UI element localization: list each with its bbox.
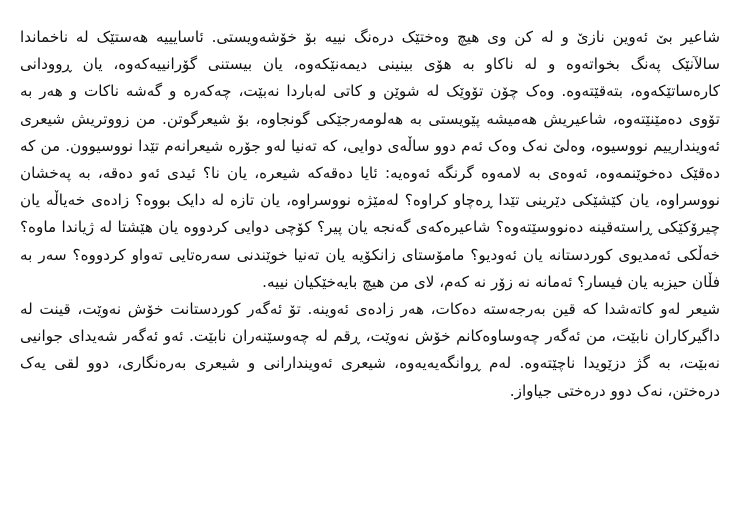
paragraph-1: شاعیر بێ ئەوین نازێ و لە کن وی هیچ وەختێک درەنگ نییە بۆ خۆشەویستی. ئاسایییە هەستێک لە ناخماندا سالآنێک پەنگ بخواتەوە و لە ناکاو بە هۆی بینینی دیمەنێکەوە، یان بیستنی گۆرانییەکەوە، یان ڕوودانی کارەساتێکەوە، بتەقێتەوە. وەک چۆن تۆوێک لە شوێن و کاتی لەباردا نەبێت، چەکەرە و گەشە ناکات و هەر بە تۆوی دەمێنێتەوە، شاعیریش هەمیشە پێویستی بە هەلومەرجێکی گونجاوە، بۆ شیعرگوتن. من زووتریش شیعری ئەویندارییم نووسیوە، وەلێ نەک وەک ئەم دوو ساڵەی دوایی، کە تەنیا لەو جۆرە شیعرانەم تێدا نووسیوون. من کە دەقێک دەخوێنمەوە، ئەوەی بە لامەوە گرنگە ئەوەیە: ئایا دەقەکە شیعرە، یان نا؟ ئیدی ئەو دەقە، بە پەخشان نووسراوە، یان کێشێکی دێرینی تێدا ڕەچاو کراوە؟ لەمێژە نووسراوە، یان تازە لە دایک بووە؟ زادەی خەیاڵە یان چیرۆکێکی ڕاستەقینە دەنووسێتەوە؟ شاعیرەکەی گەنجە یان پیر؟ کۆچی دوایی کردووە یان هێشتا لە ژیاندا ماوە؟ خەڵکی ئەمدیوی کوردستانە یان ئەودیو؟ مامۆستای زانکۆیە یان تەنیا خوێندنی سەرەتایی تەواو کردووە؟ سەر بە فڵان حیزبە یان فیسار؟ ئەمانە نە زۆر نە کەم، لای من هیچ بایەخێکیان نییە. — [20, 28, 720, 291]
paragraph-2: شیعر لەو کاتەشدا کە قین بەرجەستە دەکات، هەر زادەی ئەوینە. تۆ ئەگەر کوردستانت خۆش نەوێت، قینت لە داگیرکاران نابێت، من ئەگەر چەوساوەکانم خۆش نەوێت، ڕقم لە چەوسێنەران نابێت. ئەو ئەگەر شەیدای جوانیی نەبێت، بە گژ دزێویدا ناچێتەوە. لەم ڕوانگەیەیەوە، شیعری ئەویندارانی و شیعری بەرەنگاری، دوو لقی یەک درەختن، نەک دوو درەختی جیاواز. — [20, 300, 720, 400]
article-text — [20, 24, 720, 405]
